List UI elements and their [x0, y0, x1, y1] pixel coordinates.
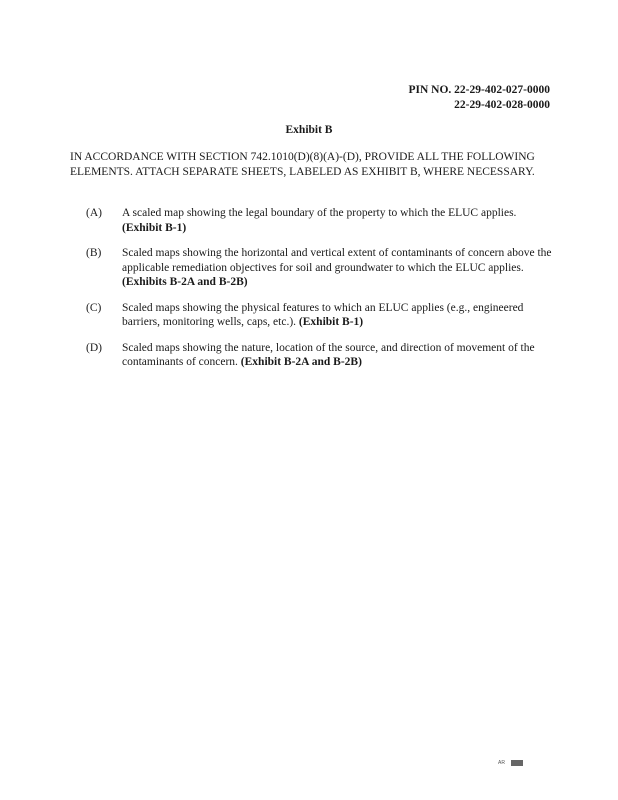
- item-exhibit-ref: (Exhibits B-2A and B-2B): [122, 276, 248, 288]
- item-exhibit-ref: (Exhibit B-1): [298, 316, 364, 328]
- item-text: A scaled map showing the legal boundary of the property to which the ELUC applies.: [122, 207, 517, 219]
- pin-number-block: [409, 83, 551, 113]
- intro-paragraph: IN ACCORDANCE WITH SECTION 742.1010(D)(8)(A)-(D), PROVIDE ALL THE FOLLOWING ELEMENTS. ATTACH SEPARATE SHEETS, LABELED AS EXHIBIT B, WHERE NECESSARY.: [70, 151, 535, 178]
- item-exhibit-ref: (Exhibit B-2A and B-2B): [240, 356, 362, 368]
- footer-label: AR: [498, 760, 505, 766]
- item-letter: (C): [86, 301, 102, 314]
- page-title: Exhibit B: [285, 124, 333, 136]
- item-text: Scaled maps showing the nature, location of the source, and direction of movement of the contaminants of concern.: [122, 341, 535, 368]
- item-text: Scaled maps showing the physical features to which an ELUC applies (e.g., engineered barriers, monitoring wells, caps, etc.).: [122, 301, 524, 328]
- list-item-d: [86, 341, 552, 370]
- footer-stamp: [498, 760, 523, 766]
- list-item-a: [86, 206, 552, 235]
- item-exhibit-ref: (Exhibit B-1): [122, 221, 187, 234]
- pin-number-line-1: PIN NO. 22-29-402-027-0000: [408, 84, 550, 96]
- item-body: [122, 341, 552, 370]
- list-item-c: [86, 301, 552, 330]
- item-letter: (D): [86, 341, 102, 354]
- item-body: [122, 246, 552, 290]
- item-body: [122, 206, 552, 235]
- item-body: [122, 301, 552, 330]
- item-text: Scaled maps showing the horizontal and vertical extent of contaminants of concern above the applicable remediation objectives for soil and groundwater to which the ELUC applies.: [122, 247, 552, 274]
- pin-number-line-2: 22-29-402-028-0000: [454, 99, 550, 111]
- footer-mark: [511, 760, 523, 766]
- item-letter: (B): [86, 247, 102, 259]
- item-letter: (A): [86, 207, 102, 219]
- list-item-b: [86, 246, 552, 290]
- elements-list: [86, 206, 552, 381]
